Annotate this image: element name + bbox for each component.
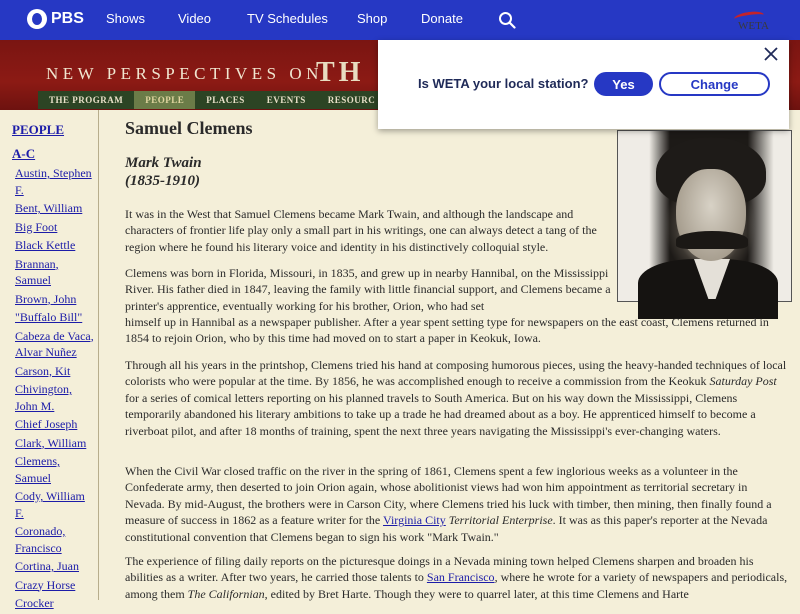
- life-years: (1835-1910): [125, 173, 200, 189]
- paragraph-5: [125, 553, 790, 602]
- paragraph-3-text-b: for a series of comical letters reporting on his planned travels to South America. But on his way down the Mississippi, Clemens temporarily abandoned his literary ambitions to take up a trade he had dreamed about as a boy. He apprenticed himself to become a riverboat pilot, and after 18 months of training, spent the next three years navigating the Mississippi's ever-changing waters.: [125, 390, 756, 438]
- person-link[interactable]: Chief Joseph: [15, 417, 78, 431]
- person-link[interactable]: Carson, Kit: [15, 363, 71, 378]
- close-icon[interactable]: [764, 47, 778, 61]
- paragraph-5-text-a: The experience of filing daily reports on the picturesque doings in a Nevada mining town helped Clemens sharpen and broaden his abilities as a writer. After two years, he carried those talents to: [125, 554, 754, 585]
- list-item: [15, 309, 95, 326]
- weta-logo-text: WETA: [738, 20, 769, 32]
- nav-tv-schedules[interactable]: TV Schedules: [247, 11, 328, 26]
- sidebar-heading-people[interactable]: PEOPLE: [12, 122, 65, 137]
- list-item: [15, 237, 95, 254]
- paragraph-2a: Clemens was born in Florida, Missouri, in 1835, and grew up in nearby Hannibal, on the Mississippi River. His father died in 1847, leaving the family with little financial support, and Clemens became a printer's apprentice, eventually working for his brother, Orion, who had set: [125, 266, 611, 313]
- pen-name: Mark Twain: [125, 155, 202, 171]
- subnav-events[interactable]: EVENTS: [266, 95, 306, 105]
- list-item: [15, 381, 95, 414]
- local-station-prompt: [378, 40, 789, 129]
- list-item: [15, 256, 95, 289]
- person-link[interactable]: Chivington, John M.: [15, 382, 73, 413]
- article: [125, 118, 795, 600]
- person-link[interactable]: Bent, William: [15, 201, 83, 215]
- subnav-people[interactable]: PEOPLE: [134, 91, 195, 109]
- search-icon[interactable]: [498, 11, 516, 29]
- person-link[interactable]: Coronado, Francisco: [15, 524, 66, 555]
- list-item: [15, 558, 95, 575]
- paragraph-5-text-c: , edited by Bret Harte. Though they were to quarrel later, at this time Clemens and Harte: [264, 586, 689, 601]
- person-link[interactable]: Brown, John: [15, 291, 77, 306]
- person-link[interactable]: "Buffalo Bill": [15, 310, 83, 324]
- list-item: [15, 363, 95, 380]
- samuel-clemens-portrait: [617, 130, 792, 302]
- yes-button[interactable]: Yes: [594, 72, 653, 96]
- pbs-logo[interactable]: [27, 9, 84, 29]
- weta-logo[interactable]: [732, 12, 776, 34]
- person-link[interactable]: Crazy Horse: [15, 577, 76, 592]
- list-item: [15, 523, 95, 556]
- list-item: [15, 435, 95, 452]
- page-title: Samuel Clemens: [125, 118, 253, 138]
- list-item: [15, 595, 95, 612]
- person-link[interactable]: Cabeza de Vaca, Alvar Nuñez: [15, 328, 94, 359]
- publication-saturday-post: Saturday Post: [709, 374, 777, 389]
- banner-title: NEW PERSPECTIVES ON: [46, 64, 323, 83]
- nav-shop[interactable]: Shop: [357, 11, 388, 26]
- paragraph-4-text-a: When the Civil War closed traffic on the river in the spring of 1861, Clemens spent a few inglorious weeks as a volunteer in the Confederate army, then deserted to join Orion again, whose abolitionist views had won him appointment as territorial secretary in Nevada. By mid-August, the brothers were in Carson City, where Clemens tried his luck with timber, then mining, then finally found a measure of success in 1862 as a feature writer for the: [125, 464, 772, 528]
- person-link[interactable]: Austin, Stephen F.: [15, 166, 92, 197]
- people-list: [15, 165, 95, 614]
- pbs-logo-text: PBS: [51, 10, 84, 27]
- list-item: [15, 416, 95, 433]
- person-link[interactable]: Black Kettle: [15, 238, 76, 252]
- paragraph-2b: himself up in Hannibal as a newspaper publisher. After a year spent setting type for newspapers on the east coast, Clemens returned in 1854 to rejoin Orion, who by this time had moved on to start a paper in Keokuk, Iowa.: [125, 315, 769, 346]
- article-subtitle: [125, 154, 202, 190]
- pbs-top-bar: [0, 0, 800, 40]
- list-item: [15, 291, 95, 308]
- paragraph-1: It was in the West that Samuel Clemens became Mark Twain, and although the landscape and characters of frontier life play only a small part in his writings, one can always detect a tang of the region where he found his literary voice and identity in his distinctively colloquial style.: [125, 207, 597, 254]
- person-link[interactable]: Cortina, Juan: [15, 559, 79, 573]
- paragraph-3-text-a: Through all his years in the printshop, Clemens tried his hand at composing humorous pieces, using the heavy-handed techniques of local colorists who were popular at the time. By 1856, he was accomplished enough to receive a commission from the Keokuk: [125, 358, 787, 389]
- person-link-current[interactable]: Clemens, Samuel: [15, 454, 60, 485]
- nav-video[interactable]: Video: [178, 11, 212, 26]
- list-item: [15, 328, 95, 361]
- publication-territorial-enterprise: Territorial Enterprise: [448, 513, 553, 528]
- people-sidebar: [0, 110, 99, 610]
- subnav-the-program[interactable]: THE PROGRAM: [49, 95, 124, 105]
- list-item: [15, 577, 95, 594]
- sidebar-section-a-c[interactable]: A-C: [12, 146, 36, 161]
- change-station-button[interactable]: Change: [659, 72, 770, 96]
- link-san-francisco[interactable]: San Francisco: [426, 570, 495, 585]
- nav-shows[interactable]: Shows: [106, 11, 146, 26]
- subnav-resources[interactable]: RESOURC: [327, 95, 376, 105]
- list-item: [15, 453, 95, 486]
- paragraph-4: [125, 463, 790, 545]
- station-question: Is WETA your local station?: [418, 76, 589, 91]
- list-item: [15, 165, 95, 198]
- subnav-places[interactable]: PLACES: [206, 95, 245, 105]
- list-item: [15, 200, 95, 217]
- person-link[interactable]: Clark, William: [15, 435, 87, 450]
- paragraph-4-text-b: . It was as this paper's reporter at the Nevada constitutional convention that Clemens began to sign his work "Mark Twain.": [125, 513, 768, 544]
- banner-title-cut: TH: [316, 57, 365, 88]
- link-virginia-city[interactable]: Virginia City: [383, 513, 446, 528]
- paragraph-5-text-b: , where he wrote for a variety of newspapers and periodicals, among them: [125, 570, 788, 601]
- person-link[interactable]: Crocker: [15, 596, 54, 610]
- person-link[interactable]: Big Foot: [15, 219, 58, 234]
- paragraph-3: [125, 357, 790, 439]
- pbs-head-icon: [27, 9, 47, 29]
- list-item: [15, 219, 95, 236]
- list-item: [15, 488, 95, 521]
- nav-donate[interactable]: Donate: [421, 11, 463, 26]
- person-link[interactable]: Brannan, Samuel: [15, 256, 59, 287]
- person-link[interactable]: Cody, William F.: [15, 489, 85, 520]
- publication-the-californian: The Californian: [187, 586, 265, 601]
